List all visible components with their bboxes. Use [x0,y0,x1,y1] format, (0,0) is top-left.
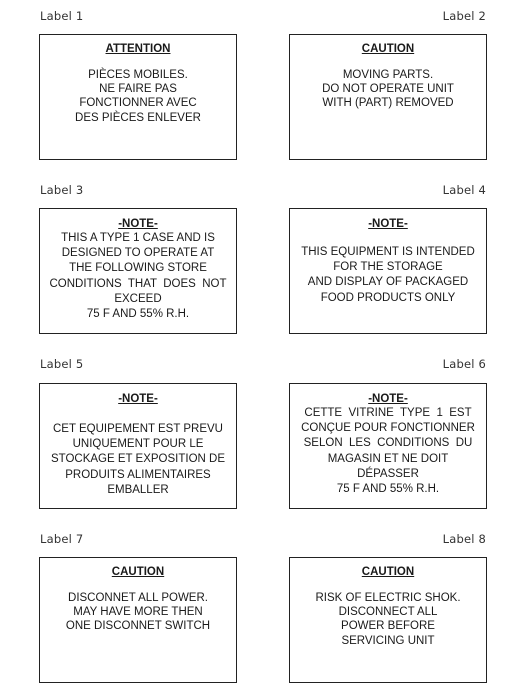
label-5-box [39,383,237,509]
label-8-box [289,557,487,683]
label-3-body: THIS A TYPE 1 CASE AND IS DESIGNED TO OPERATE AT THE FOLLOWING STORE CONDITIONS THAT DOES NOT EXCEED 75 F AND 55% R.H. [49,232,227,321]
label-1-box [39,34,237,160]
label-7-caption: Label 7 [40,532,84,546]
label-5-body: CET EQUIPEMENT EST PREVU UNIQUEMENT POUR LE STOCKAGE ET EXPOSITION DE PRODUITS ALIMENTAIRES EMBALLER [50,423,226,496]
label-4-box [289,208,487,334]
label-7-box [39,557,237,683]
label-4-caption: Label 4 [442,183,486,197]
label-4-body: THIS EQUIPMENT IS INTENDED FOR THE STORAGE AND DISPLAY OF PACKAGED FOOD PRODUCTS ONLY [301,246,475,304]
label-2-caption: Label 2 [442,9,486,23]
label-3-caption: Label 3 [40,183,84,197]
label-5-caption: Label 5 [40,357,84,371]
label-2-title: CAUTION [361,43,415,55]
label-1-title: ATTENTION [105,43,171,55]
label-6-box [289,383,487,509]
label-6-title: -NOTE- [368,393,408,405]
label-6-body: CETTE VITRINE TYPE 1 EST CONÇUE POUR FONCTIONNER SELON LES CONDITIONS DU MAGASIN ET NE DOIT DÉPASSER 75 F AND 55% R.H. [301,407,475,496]
label-5-title: -NOTE- [118,393,158,405]
label-2-body: MOVING PARTS. DO NOT OPERATE UNIT WITH (PART) REMOVED [322,69,454,110]
label-7-body: DISCONNET ALL POWER. MAY HAVE MORE THEN ONE DISCONNET SWITCH [65,592,211,633]
label-3-title: -NOTE- [118,218,158,230]
label-4-title: -NOTE- [368,218,408,230]
label-2-box [289,34,487,160]
label-8-title: CAUTION [361,566,415,578]
label-8-caption: Label 8 [442,532,486,546]
label-7-title: CAUTION [111,566,165,578]
label-3-box [39,208,237,334]
label-1-body: PIÈCES MOBILES. NE FAIRE PAS FONCTIONNER AVEC DES PIÈCES ENLEVER [75,69,201,124]
label-8-body: RISK OF ELECTRIC SHOK. DISCONNECT ALL POWER BEFORE SERVICING UNIT [315,592,461,647]
label-6-caption: Label 6 [442,357,486,371]
label-1-caption: Label 1 [40,9,84,23]
